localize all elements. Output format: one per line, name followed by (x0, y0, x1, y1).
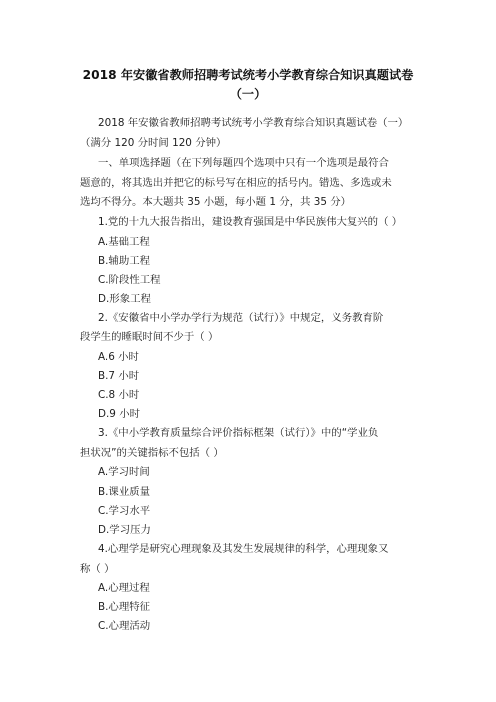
question-1-option-b: B.辅助工程 (98, 255, 150, 267)
question-2-option-d: D.9 小时 (98, 408, 140, 420)
section-heading-line-3: 选均不得分。本大题共 35 小题，每小题 1 分，共 35 分） (80, 196, 352, 208)
question-4-option-c: C.心理活动 (98, 620, 151, 632)
question-2-option-a: A.6 小时 (98, 351, 139, 363)
question-1-option-c: C.阶段性工程 (98, 274, 161, 286)
question-2-option-b: B.7 小时 (98, 370, 140, 382)
intro-line-1: 2018 年安徽省教师招聘考试统考小学教育综合知识真题试卷（一） (98, 117, 409, 129)
question-2-stem-line-1: 2.《安徽省中小学办学行为规范（试行）》中规定，义务教育阶 (98, 312, 384, 324)
question-4-option-b: B.心理特征 (98, 601, 150, 613)
question-2-option-c: C.8 小时 (98, 389, 140, 401)
document-title-line-2: （一） (229, 87, 267, 101)
section-heading-line-2: 题意的，将其选出并把它的标号写在相应的括号内。错选、多选或未 (80, 177, 392, 189)
question-1-stem: 1.党的十九大报告指出，建设教育强国是中华民族伟大复兴的（ ） (98, 216, 403, 228)
question-3-option-d: D.学习压力 (98, 524, 151, 536)
question-1-option-d: D.形象工程 (98, 293, 151, 305)
intro-line-2: （满分 120 分时间 120 分钟） (80, 137, 227, 149)
question-4-stem-line-2: 称（ ） (80, 563, 115, 575)
question-3-stem-line-2: 担状况”的关键指标不包括（ ） (80, 447, 224, 459)
question-3-option-a: A.学习时间 (98, 466, 150, 478)
question-3-option-c: C.学习水平 (98, 505, 151, 517)
document-title-line-1: 2018 年安徽省教师招聘考试统考小学教育综合知识真题试卷 (82, 68, 414, 82)
question-2-stem-line-2: 段学生的睡眠时间不少于（ ） (80, 331, 219, 343)
section-heading-line-1: 一、单项选择题（在下列每题四个选项中只有一个选项是最符合 (98, 157, 389, 169)
question-4-option-a: A.心理过程 (98, 582, 150, 594)
question-3-stem-line-1: 3.《中小学教育质量综合评价指标框架（试行）》中的“学业负 (98, 427, 379, 439)
question-1-option-a: A.基础工程 (98, 236, 150, 248)
question-4-stem-line-1: 4.心理学是研究心理现象及其发生发展规律的科学，心理现象又 (98, 543, 389, 555)
question-3-option-b: B.课业质量 (98, 486, 150, 498)
